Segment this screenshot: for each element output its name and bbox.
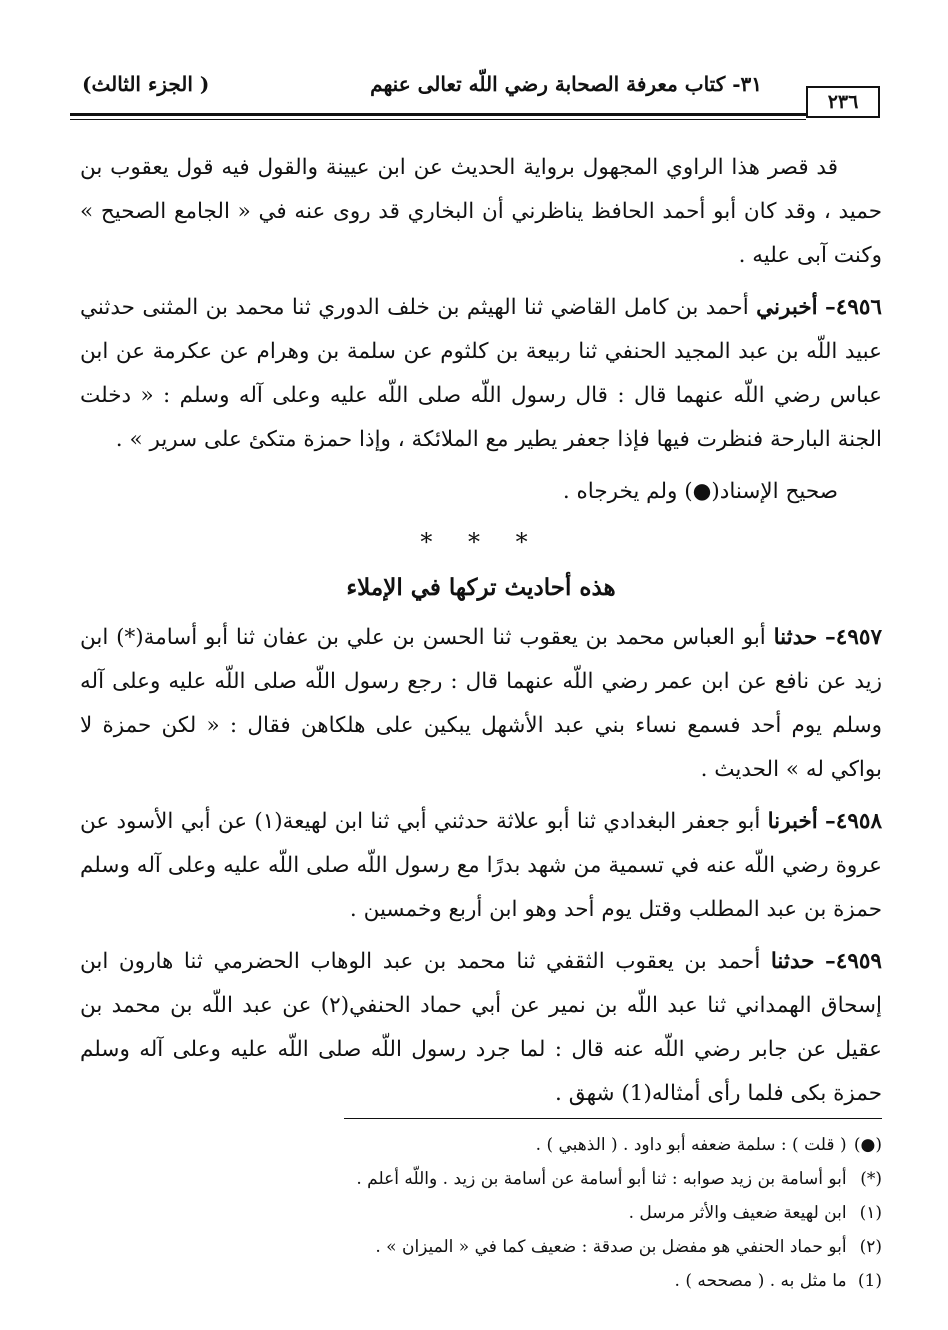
hadith-number: ٤٩٥٩– xyxy=(825,949,882,974)
paragraph-commentary xyxy=(80,146,882,278)
footnote-text: أبو أسامة بن زيد صوابه : ثنا أبو أسامة عن أسامة بن زيد . واللّه أعلم . xyxy=(356,1169,847,1189)
footnote-mark: (١) xyxy=(859,1203,882,1223)
hadith-keyword: حدثنا xyxy=(770,949,815,974)
footnotes xyxy=(90,1128,882,1298)
header-rule-thick xyxy=(70,113,806,116)
header-rule-thin xyxy=(70,119,806,120)
footnote-text: أبو حماد الحنفي هو مفضل بن صدقة : ضعيف كما في « الميزان » . xyxy=(375,1237,847,1257)
section-title: هذه أحاديث تركها في الإملاء xyxy=(346,574,616,601)
hadith-number: ٤٩٥٧– xyxy=(825,625,882,650)
paragraph-text: قد قصر هذا الراوي المجهول برواية الحديث عن ابن عيينة والقول فيه قول يعقوب بن حميد ، وقد كان أبو أحمد الحافظ يناظرني أن البخاري قد روى عنه في « الجامع الصحيح » وكنت آبى عليه . xyxy=(80,155,882,268)
footnote xyxy=(90,1264,882,1298)
footnote-mark: (●) xyxy=(853,1135,882,1155)
hadith-keyword: حدثنا xyxy=(773,625,818,650)
footnote-divider xyxy=(344,1118,882,1119)
hadith-keyword: أخبرني xyxy=(756,295,818,320)
hadith-text: أحمد بن يعقوب الثقفي ثنا محمد بن عبد الوهاب الحضرمي ثنا هارون ابن إسحاق الهمداني ثنا عبد اللّه بن نمير عن أبي حماد الحنفي(٢) عن عبد اللّه بن محمد بن عقيل عن جابر رضي اللّه عنه قال : لما جرد رسول اللّه صلى اللّه عليه وعلى آله وسلم حمزة بكى فلما رأى أمثاله(1) شهق . xyxy=(80,949,883,1106)
footnote-mark: (*) xyxy=(860,1169,882,1189)
footnote-text: ابن لهيعة ضعيف والأثر مرسل . xyxy=(628,1203,847,1223)
hadith-4958 xyxy=(80,800,882,932)
footnote xyxy=(90,1162,882,1196)
section-separator: * * * xyxy=(420,528,542,556)
hadith-4957 xyxy=(80,616,882,792)
main-text xyxy=(80,146,882,1124)
footnote-mark: (1) xyxy=(857,1271,882,1291)
footnote xyxy=(90,1196,882,1230)
hadith-text: أبو جعفر البغدادي ثنا أبو علاثة حدثني أبي ثنا ابن لهيعة(١) عن أبي الأسود عن عروة رضي اللّه عنه في تسمية من شهد بدرًا مع رسول اللّه صلى اللّه عليه وعلى آله وسلم حمزة بن عبد المطلب وقتل يوم أحد وهو ابن أربع وخمسين . xyxy=(80,809,882,922)
footnote xyxy=(90,1230,882,1264)
hadith-keyword: أخبرنا xyxy=(767,809,818,834)
hadith-number: ٤٩٥٦– xyxy=(825,295,882,320)
hadith-number: ٤٩٥٨– xyxy=(825,809,882,834)
footnote-mark: (٢) xyxy=(859,1237,882,1257)
hadith-4959 xyxy=(80,940,882,1116)
running-title: ٣١- كتاب معرفة الصحابة رضي اللّه تعالى عنهم xyxy=(370,72,762,96)
footnote-text: ما مثل به . ( مصححه ) . xyxy=(674,1271,847,1291)
footnote-text: ( قلت ) : سلمة ضعفه أبو داود . ( الذهبي ) . xyxy=(535,1135,847,1155)
footnote xyxy=(90,1128,882,1162)
hadith-text: أبو العباس محمد بن يعقوب ثنا الحسن بن علي بن عفان ثنا أبو أسامة(*) ابن زيد عن نافع عن ابن عمر رضي اللّه عنهما قال : رجع رسول اللّه صلى اللّه عليه وعلى آله وسلم يوم أحد فسمع نساء بني عبد الأشهل يبكين على هلكاهن فقال : « لكن حمزة لا بواكي له » الحديث . xyxy=(80,625,882,782)
paragraph-text: صحيح الإسناد(●) ولم يخرجاه . xyxy=(562,479,838,504)
page-header xyxy=(70,66,880,118)
page-number: ٢٣٦ xyxy=(806,86,880,118)
hadith-text: أحمد بن كامل القاضي ثنا الهيثم بن خلف الدوري ثنا محمد بن المثنى حدثني عبيد اللّه بن عبد المجيد الحنفي ثنا ربيعة بن كلثوم عن سلمة بن وهرام عن عكرمة عن ابن عباس رضي اللّه عنهما قال : قال رسول اللّه صلى اللّه عليه وعلى آله وسلم : « دخلت الجنة البارحة فنظرت فيها فإذا جعفر يطير مع الملائكة ، وإذا حمزة متكئ على سرير » . xyxy=(80,295,882,452)
grading-note xyxy=(80,470,882,514)
volume-label: ( الجزء الثالث) xyxy=(82,72,210,96)
hadith-4956 xyxy=(80,286,882,462)
